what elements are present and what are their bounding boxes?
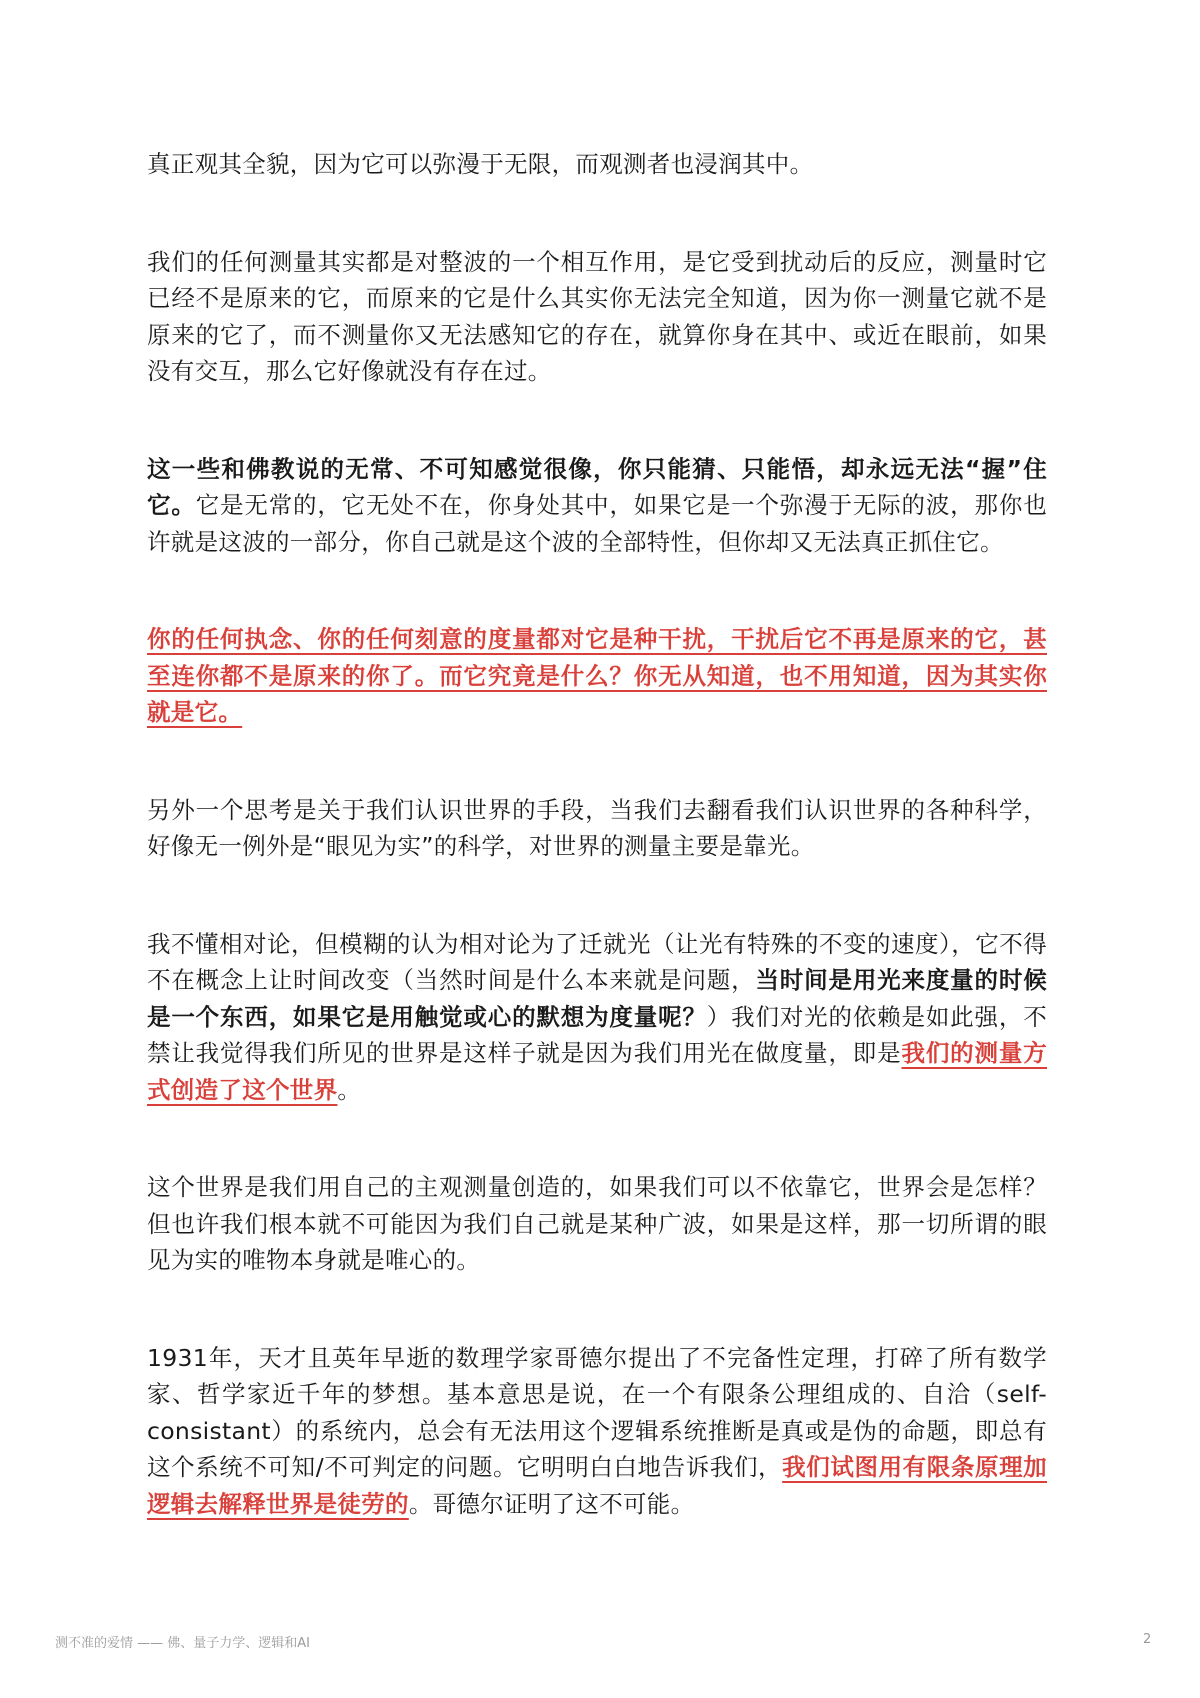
text: 这个世界是我们用自己的主观测量创造的，如果我们可以不依靠它，世界会是怎样？但也许我们根本就不可能因为我们自己就是某种广波，如果是这样，那一切所谓的眼见为实的唯物本身就是唯心的。 — [147, 1173, 1047, 1274]
text: 我不懂相对论，但模糊的认为相对论为了迁就光（让光有特殊的不变的速度），它不得不在概念上让时间改变（当然时间是什么本来就是问题， — [147, 929, 1047, 994]
document-body — [147, 146, 1047, 1583]
footer-title: 测不准的爱情 —— 佛、量子力学、逻辑和AI — [55, 1636, 310, 1651]
text: 另外一个思考是关于我们认识世界的手段，当我们去翻看我们认识世界的各种科学，好像无一例外是“眼见为实”的科学，对世界的测量主要是靠光。 — [147, 795, 1047, 860]
highlighted-text: 我们的测量方式创造了这个世界 — [147, 1039, 1047, 1104]
text: 1931年，天才且英年早逝的数理学家哥德尔提出了不完备性定理，打碎了所有数学家、哲学家近千年的梦想。基本意思是说，在一个有限条公理组成的、自洽（self-consistant）的系统内，总会有无法用这个逻辑系统推断是真或是伪的命题，即总有这个系统不可知/不可判定的问题。它明明白白地告诉我们， — [147, 1343, 1047, 1481]
bold-text: 这一些和佛教说的无常、不可知感觉很像，你只能猜、只能悟，却永远无法“握”住它。 — [147, 454, 1047, 519]
paragraph — [147, 146, 1047, 183]
text: ）我们对光的依赖是如此强，不禁让我觉得我们所见的世界是这样子就是因为我们用光在做度量，即是 — [147, 1002, 1047, 1067]
bold-text: 当时间是用光来度量的时候是一个东西，如果它是用触觉或心的默想为度量呢？ — [147, 966, 1047, 1031]
paragraph — [147, 621, 1047, 731]
paragraph — [147, 244, 1047, 390]
text: 。哥德尔证明了这不可能。 — [408, 1489, 695, 1518]
paragraph — [147, 792, 1047, 865]
highlighted-text: 你的任何执念、你的任何刻意的度量都对它是种干扰，干扰后它不再是原来的它，甚至连你都不是原来的你了。而它究竟是什么？你无从知道，也不用知道，因为其实你就是它。 — [147, 625, 1047, 726]
text: 我们的任何测量其实都是对整波的一个相互作用，是它受到扰动后的反应，测量时它已经不是原来的它，而原来的它是什么其实你无法完全知道，因为你一测量它就不是原来的它了，而不测量你又无法感知它的存在，就算你身在其中、或近在眼前，如果没有交互，那么它好像就没有存在过。 — [147, 247, 1047, 385]
text: 。 — [337, 1075, 362, 1104]
text: 真正观其全貌，因为它可以弥漫于无限，而观测者也浸润其中。 — [147, 150, 814, 178]
text: 它是无常的，它无处不在，你身处其中，如果它是一个弥漫于无际的波，那你也许就是这波的一部分，你自己就是这个波的全部特性，但你却又无法真正抓住它。 — [147, 491, 1047, 556]
paragraph — [147, 451, 1047, 561]
highlighted-text: 我们试图用有限条原理加逻辑去解释世界是徒劳的 — [147, 1453, 1047, 1518]
paragraph — [147, 1169, 1047, 1279]
page-number: 2 — [1143, 1632, 1152, 1647]
paragraph — [147, 926, 1047, 1109]
paragraph — [147, 1340, 1047, 1523]
